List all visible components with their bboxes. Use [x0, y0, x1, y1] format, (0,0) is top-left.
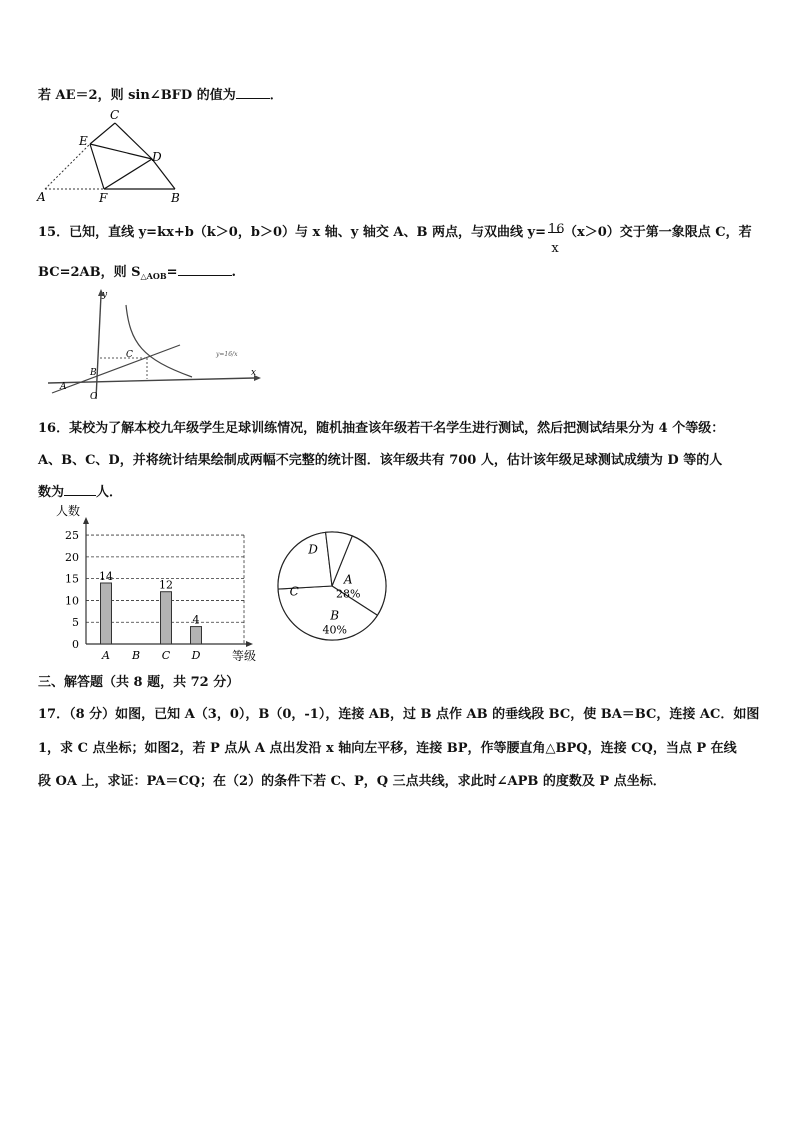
answer-blank[interactable]	[64, 483, 96, 496]
pie-label-C: C	[289, 584, 299, 599]
curve-label: y=16/x	[216, 351, 238, 358]
q15-subscript: △AOB	[140, 271, 167, 281]
line-ab	[52, 345, 180, 393]
q14-figure	[30, 105, 190, 205]
answer-blank[interactable]	[178, 263, 232, 276]
q16-line1: 16．某校为了解本校九年级学生足球训练情况，随机抽查该年级若干名学生进行测试，然后把测试结果分为 4 个等级：	[38, 421, 725, 436]
segment-ef	[90, 144, 104, 189]
q17-line3: 段 OA 上，求证：PA＝CQ；在（2）的条件下若 C、P，Q 三点共线，求此时∠APB 的度数及 P 点坐标．	[38, 774, 666, 789]
point-label-f: F	[99, 191, 108, 205]
fraction-numerator: 16	[547, 221, 565, 237]
y-tick-label: 15	[65, 572, 79, 586]
axis-label-x: x	[251, 368, 257, 378]
y-tick-label: 20	[65, 550, 79, 564]
category-label-C: C	[161, 649, 171, 662]
q15-line2	[38, 261, 236, 281]
q15-line2-end: .	[231, 265, 237, 280]
point-label-c: C	[126, 350, 133, 360]
fraction-denominator: x	[551, 240, 559, 256]
fraction-16-over-x	[547, 218, 565, 256]
q15-line1	[38, 217, 752, 256]
category-label-D: D	[191, 649, 201, 662]
category-label-A: A	[102, 649, 110, 662]
q14-text-post: ．	[269, 88, 283, 103]
bar-value-label: 12	[159, 578, 173, 592]
bar-A	[101, 583, 112, 644]
q16-line3-post: 人．	[96, 485, 123, 500]
point-label-d: D	[152, 150, 162, 164]
q16-line3	[38, 481, 122, 500]
bar-chart-y-arrow	[83, 517, 89, 524]
point-label-b: B	[171, 191, 180, 205]
section-heading: 三、解答题（共 8 题，共 72 分）	[38, 675, 240, 690]
bar-chart-x-arrow	[246, 641, 253, 647]
bar-chart-ylabel: 人数	[56, 504, 81, 518]
pie-percent-B: 40%	[322, 623, 347, 637]
point-label-a: A	[60, 382, 67, 392]
pie-chart	[272, 530, 396, 642]
bar-value-label: 14	[99, 570, 113, 583]
point-label-a: A	[37, 190, 46, 204]
hyperbola-curve	[126, 305, 192, 377]
segment-ae-dotted	[45, 144, 90, 189]
point-label-b: B	[90, 368, 97, 378]
q15-line2-post: =	[166, 265, 178, 280]
segment-fd	[104, 159, 152, 189]
y-tick-label: 25	[65, 529, 79, 543]
point-label-c: C	[110, 108, 120, 122]
y-tick-label: 10	[65, 594, 79, 608]
q16-line3-pre: 数为	[38, 485, 65, 500]
bar-chart-xlabel: 等级	[232, 649, 257, 663]
q15-line2-pre: BC=2AB，则 S	[38, 265, 141, 280]
q15-line1-post: （x＞0）交于第一象限点 C，若	[563, 225, 752, 240]
q14-text	[38, 84, 283, 103]
x-axis	[48, 378, 254, 383]
bar-value-label: 4	[192, 613, 200, 627]
bar-chart	[48, 504, 270, 664]
pie-label-A: A	[343, 572, 353, 587]
q17-line1: 17．（8 分）如图，已知 A（3，0），B（0，-1），连接 AB，过 B 点作 AB 的垂线段 BC，使 BA＝BC，连接 AC．如图	[38, 707, 760, 722]
point-label-o: O	[90, 392, 98, 402]
q15-figure	[44, 285, 270, 403]
bar-D	[191, 627, 202, 644]
y-axis	[96, 295, 101, 399]
y-tick-label: 5	[72, 616, 79, 630]
pie-percent-A: 28%	[335, 587, 361, 601]
y-tick-label: 0	[72, 638, 79, 651]
q14-text-pre: 若 AE＝2，则 sin∠BFD 的值为	[38, 88, 236, 103]
q16-line2: A、B、C、D，并将统计结果绘制成两幅不完整的统计图．该年级共有 700 人，估计该年级足球测试成绩为 D 等的人	[38, 453, 723, 468]
q17-line2: 1，求 C 点坐标；如图2，若 P 点从 A 点出发沿 x 轴向左平移，连接 BP，作等腰直角△BPQ，连接 CQ，当点 P 在线	[38, 741, 737, 756]
segment-ed	[90, 144, 152, 159]
category-label-B: B	[131, 649, 141, 662]
point-label-e: E	[79, 134, 88, 148]
segment-ec	[90, 123, 115, 144]
answer-blank[interactable]	[236, 86, 270, 99]
pie-slice-C	[278, 532, 332, 589]
axis-label-y: y	[102, 290, 108, 300]
q15-line1-pre: 15．已知，直线 y=kx+b（k＞0，b＞0）与 x 轴、y 轴交 A、B 两点，与双曲线 y=	[38, 225, 546, 240]
pie-label-D: D	[308, 542, 318, 557]
segment-cd	[115, 123, 152, 159]
pie-label-B: B	[330, 608, 340, 623]
bar-C	[161, 592, 172, 644]
